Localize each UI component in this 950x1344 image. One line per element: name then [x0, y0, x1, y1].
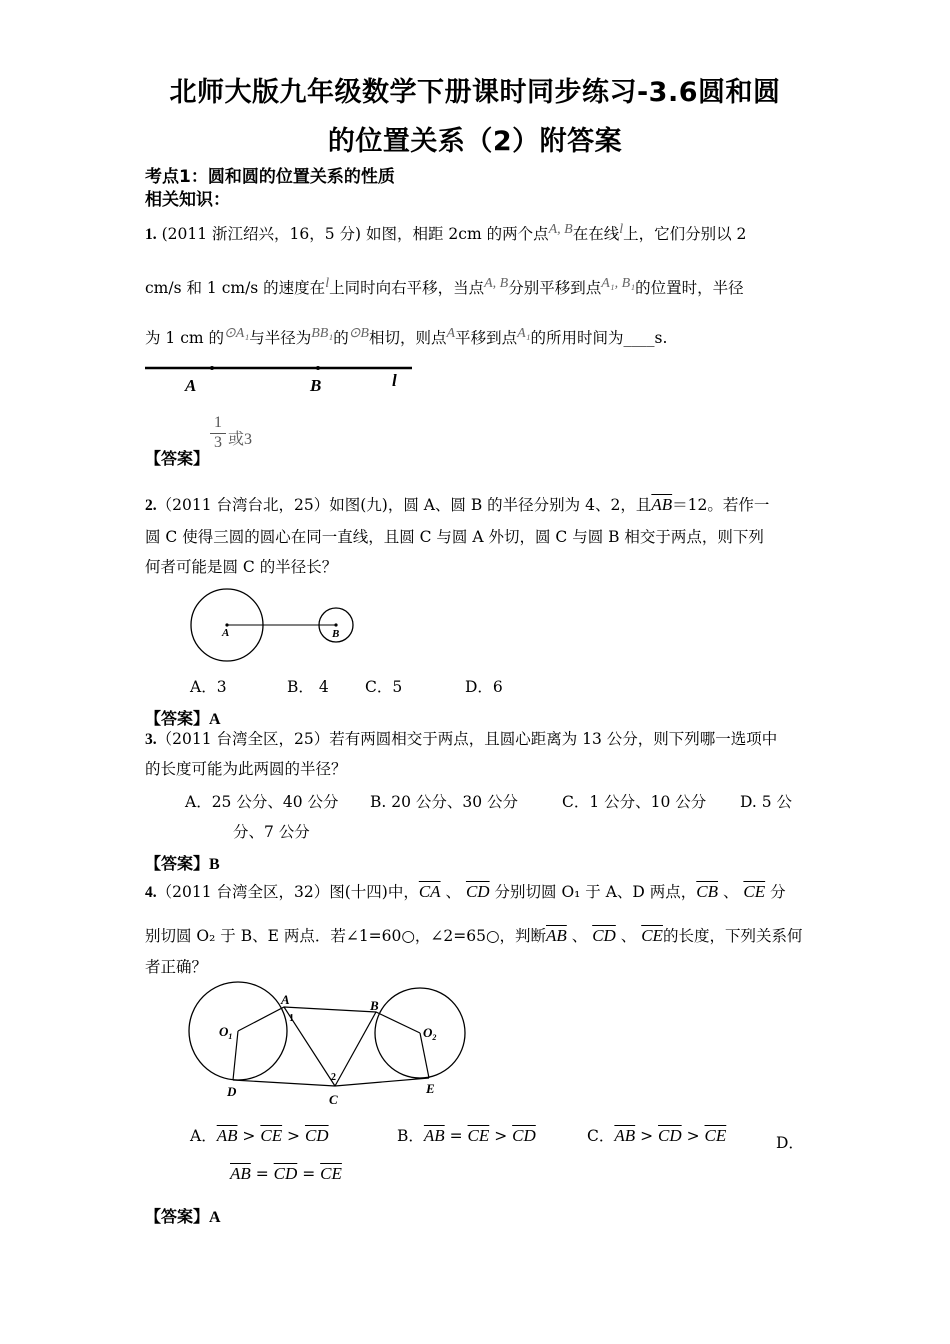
q1-answer-fraction — [210, 414, 226, 452]
q1-circB: ⊙B — [348, 326, 369, 341]
fraction-denominator: 3 — [210, 433, 226, 452]
q1-line1 — [145, 222, 810, 245]
q1-text: 相切，则点 — [369, 329, 447, 348]
q4-sep: 、 — [571, 927, 588, 945]
q1-answer-label: 【答案】 — [145, 449, 210, 468]
answer-value: A — [209, 711, 221, 728]
q2-line2: 圆 C 使得三圆的圆心在同一直线，且圆 C 与圆 A 外切，圆 C 与圆 B 相交于两点，则下列 — [145, 528, 764, 546]
q4-figure — [183, 980, 473, 1110]
q1-text: 上，它们分别以 2 — [623, 225, 747, 244]
q1-text: 分别平移到点 — [508, 279, 602, 298]
answer-value: A — [209, 1209, 221, 1226]
q2-text: ＝12。若作一 — [672, 496, 770, 514]
option-label: A． — [190, 1127, 217, 1145]
q2-option-d: D．6 — [465, 678, 503, 696]
rel: = — [449, 1127, 463, 1145]
q2-option-b: B． 4 — [287, 678, 329, 696]
q4-sep: 、 — [722, 883, 739, 901]
label-A: A — [281, 992, 290, 1007]
q4-text: （2011 台湾全区，32）图(十四)中， — [156, 883, 419, 901]
q4-sep: 、 — [620, 927, 637, 945]
seg: $\overline{CD}$ — [658, 1126, 682, 1145]
answer-label: 【答案】 — [145, 709, 210, 728]
q4-seg-CD: $\overline{CD}$ — [592, 926, 616, 945]
q1-BB1: BB₁ — [311, 326, 334, 341]
seg-CE — [335, 1078, 429, 1086]
seg: $\overline{CD}$ — [512, 1126, 536, 1145]
q1-text: 平移到点 — [455, 329, 518, 348]
q2-option-a: A．3 — [190, 678, 227, 696]
q1-A1: A₁ — [517, 326, 531, 341]
label-B: B — [370, 998, 379, 1013]
page-title-line2: 的位置关系（2）附答案 — [327, 126, 623, 157]
seg-BC — [335, 1012, 376, 1086]
label-O2: $O_2$ — [423, 1025, 437, 1042]
q4-text: 别切圆 O₂ 于 B、E 两点．若∠1=60○，∠2=65○，判断 — [145, 927, 547, 945]
q4-text: 分别切圆 O₁ 于 A、D 两点， — [494, 883, 697, 901]
label-angle1: 1 — [289, 1013, 294, 1024]
label-O1: $O_1$ — [219, 1024, 233, 1041]
q1-text: cm/s 和 1 cm/s 的速度在 — [145, 279, 326, 298]
label-B: B — [332, 628, 340, 640]
seg: $\overline{CE}$ — [467, 1126, 490, 1145]
q2-number: 2. — [145, 497, 157, 514]
label-l: l — [392, 371, 397, 390]
q1-text: 上同时向右平移，当点 — [329, 279, 485, 298]
q1-circA1: ⊙A₁ — [224, 326, 250, 341]
seg: $\overline{AB}$ — [230, 1164, 251, 1183]
q4-answer — [145, 1204, 221, 1227]
q4-seg-CE: $\overline{CE}$ — [641, 926, 663, 945]
label-C: C — [329, 1092, 338, 1107]
knowledge-heading: 相关知识： — [145, 190, 230, 210]
rel: > — [640, 1127, 654, 1145]
q4-option-a — [190, 1124, 329, 1146]
rel: > — [686, 1127, 700, 1145]
seg-DC — [233, 1080, 335, 1086]
fraction-numerator: 1 — [214, 414, 222, 431]
label-A: A — [222, 627, 230, 639]
seg: $\overline{CE}$ — [320, 1164, 342, 1183]
q1-text: 的所用时间为____s. — [530, 329, 668, 348]
q4-number: 4. — [145, 884, 157, 901]
q3-number: 3. — [145, 731, 157, 748]
option-label: C． — [587, 1127, 615, 1145]
rel: > — [287, 1127, 301, 1145]
q2-figure — [185, 583, 365, 668]
seg: $\overline{CE}$ — [704, 1126, 727, 1145]
page-title-line1: 北师大版九年级数学下册课时同步练习-3.6圆和圆 — [169, 77, 781, 108]
q1-text: 为 1 cm 的 — [145, 329, 225, 348]
q4-sep: 、 — [445, 883, 462, 901]
q4-text: 的长度，下列关系何 — [662, 927, 803, 945]
q4-option-c — [587, 1124, 726, 1146]
q4-option-d-label: D． — [776, 1134, 804, 1152]
q1-l: l — [619, 222, 624, 237]
q4-line1 — [145, 882, 810, 903]
seg: $\overline{CE}$ — [260, 1126, 283, 1145]
q1-text: (2011 浙江绍兴，16，5 分) 如图，相距 2cm 的两个点 — [161, 225, 549, 244]
q2-option-c: C．5 — [365, 678, 403, 696]
q2-segment-AB: $\overline{AB}$ — [651, 495, 673, 514]
rel: > — [242, 1127, 256, 1145]
seg: $\overline{AB}$ — [216, 1126, 238, 1145]
q3-option-d-cont: 分、7 公分 — [233, 823, 310, 841]
q4-line2 — [145, 926, 810, 946]
label-B: B — [310, 376, 322, 395]
label-angle2: 2 — [331, 1072, 336, 1083]
q4-line3: 者正确？ — [145, 958, 208, 976]
q3-line1 — [145, 730, 810, 750]
seg: $\overline{AB}$ — [614, 1126, 636, 1145]
q1-AB-2: A, B — [484, 276, 509, 291]
q2-line3: 何者可能是圆 C 的半径长？ — [145, 558, 338, 576]
q3-option-d: D. 5 公 — [740, 793, 793, 811]
q3-option-c: C．1 公分、10 公分 — [562, 793, 707, 811]
q1-text: 的位置时，半径 — [635, 279, 744, 298]
seg: $\overline{CD}$ — [304, 1126, 329, 1145]
section-heading: 考点1：圆和圆的位置关系的性质 — [145, 167, 395, 187]
radius-O1D — [233, 1031, 238, 1080]
q4-text: 分 — [770, 883, 786, 901]
q2-answer — [145, 706, 221, 729]
q3-answer — [145, 851, 220, 874]
q1-l-2: l — [325, 276, 330, 291]
center-B — [334, 623, 337, 626]
label-D: D — [227, 1084, 237, 1099]
q1-AB: A, B — [548, 222, 573, 237]
q2-line1 — [145, 495, 810, 516]
answer-value: B — [209, 856, 220, 873]
q1-answer-rest: 或3 — [228, 431, 253, 448]
q4-seg-CE: $\overline{CE}$ — [743, 882, 766, 901]
q4-option-d — [230, 1164, 342, 1184]
q1-text: 与半径为 — [249, 329, 312, 348]
rel: = — [302, 1165, 316, 1183]
answer-label: 【答案】 — [145, 1207, 210, 1226]
q3-line2: 的长度可能为此两圆的半径？ — [145, 760, 347, 778]
seg: $\overline{CD}$ — [273, 1164, 298, 1183]
q1-number: 1. — [145, 226, 157, 244]
rel: > — [494, 1127, 508, 1145]
seg: $\overline{AB}$ — [423, 1126, 445, 1145]
answer-label: 【答案】 — [145, 854, 210, 873]
q3-option-b: B. 20 公分、30 公分 — [370, 793, 519, 811]
q1-figure — [140, 355, 420, 400]
q1-line2 — [145, 276, 810, 298]
q1-text: 在在线 — [572, 225, 620, 244]
q3-option-a: A．25 公分、40 公分 — [185, 793, 339, 811]
label-E: E — [426, 1081, 435, 1096]
q1-line3 — [145, 326, 810, 348]
q2-text: （2011 台湾台北，25）如图(九)，圆 A、圆 B 的半径分别为 4、2，且 — [156, 496, 652, 514]
point-A — [210, 366, 214, 370]
q3-text: （2011 台湾全区，25）若有两圆相交于两点，且圆心距离为 13 公分，则下列哪一选项中 — [156, 730, 778, 748]
q4-seg-CA: $\overline{CA}$ — [418, 882, 441, 901]
rel: = — [255, 1165, 269, 1183]
q1-text: 的 — [333, 329, 349, 348]
top-lines — [238, 1007, 420, 1033]
q4-seg-CB: $\overline{CB}$ — [696, 882, 719, 901]
q1-A1B1: A₁, B₁ — [601, 276, 636, 291]
q1-A: A — [446, 326, 456, 341]
q4-option-b — [397, 1124, 536, 1146]
option-label: B． — [397, 1127, 424, 1145]
label-A: A — [185, 376, 197, 395]
point-B — [316, 366, 320, 370]
q4-seg-CD: $\overline{CD}$ — [465, 882, 490, 901]
q4-seg-AB: $\overline{AB}$ — [546, 926, 567, 945]
